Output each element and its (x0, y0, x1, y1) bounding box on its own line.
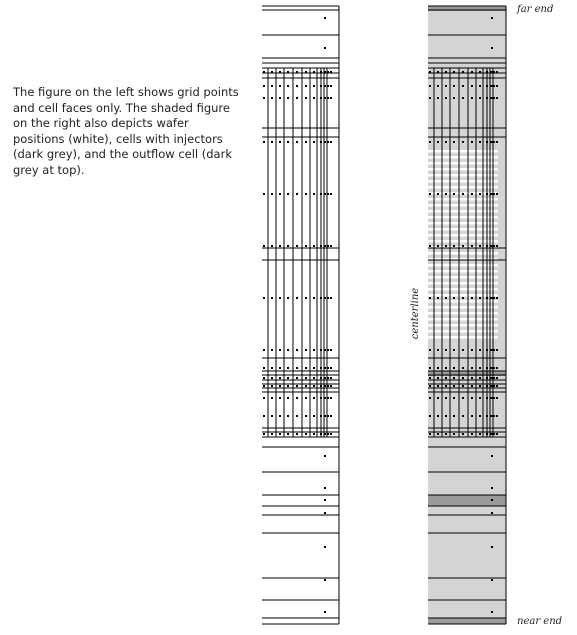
right-grid-point (491, 141, 493, 143)
right-grid-point (493, 85, 495, 87)
right-grid-point (453, 377, 455, 379)
right-grid-point (493, 367, 495, 369)
right-grid-point (479, 367, 481, 369)
right-grid-point (491, 71, 493, 73)
right-grid-point (453, 245, 455, 247)
right-grid-point (462, 415, 464, 417)
right-grid-point (429, 433, 431, 435)
right-grid-point (491, 245, 493, 247)
right-grid-point (429, 377, 431, 379)
right-grid-point (479, 377, 481, 379)
right-grid-point (437, 97, 439, 99)
right-grid-point (445, 97, 447, 99)
right-grid-point (493, 71, 495, 73)
right-grid-point (437, 85, 439, 87)
right-grid-point (479, 141, 481, 143)
right-grid-point (493, 97, 495, 99)
right-grid-point (496, 385, 498, 387)
right-grid-point (453, 97, 455, 99)
right-grid-point (496, 397, 498, 399)
right-grid-point (496, 433, 498, 435)
right-grid-point (437, 193, 439, 195)
right-grid-point (437, 385, 439, 387)
right-grid-point (496, 297, 498, 299)
right-grid-point (491, 512, 493, 514)
right-grid-point (491, 349, 493, 351)
right-grid-point (471, 433, 473, 435)
right-grid-point (491, 455, 493, 457)
right-group (428, 6, 506, 624)
right-grid-point (453, 385, 455, 387)
right-grid-point (462, 141, 464, 143)
right-grid-point (479, 385, 481, 387)
right-grid-point (445, 245, 447, 247)
right-grid-point (429, 97, 431, 99)
right-grid-point (486, 385, 488, 387)
right-grid-point (491, 415, 493, 417)
right-grid-point (486, 193, 488, 195)
right-grid-point (491, 546, 493, 548)
right-grid-point (429, 141, 431, 143)
right-grid-point (493, 415, 495, 417)
right-grid-point (496, 97, 498, 99)
right-grid-point (496, 415, 498, 417)
right-grid-point (429, 349, 431, 351)
right-grid-point (496, 367, 498, 369)
right-grid-point (496, 141, 498, 143)
right-grid-point (471, 349, 473, 351)
right-grid-point (429, 397, 431, 399)
right-grid-point (471, 97, 473, 99)
right-grid-point (486, 71, 488, 73)
right-grid-point (493, 297, 495, 299)
right-grid-point (486, 297, 488, 299)
right-grid-point (437, 377, 439, 379)
right-grid-point (437, 297, 439, 299)
right-grid-point (462, 297, 464, 299)
right-grid-point (453, 71, 455, 73)
right-grid-point (462, 349, 464, 351)
right-grid-point (491, 611, 493, 613)
right-grid-point (496, 193, 498, 195)
right-grid-point (471, 385, 473, 387)
right-grid-point (496, 377, 498, 379)
right-grid-point (445, 71, 447, 73)
right-grid-point (445, 193, 447, 195)
right-grid-point (471, 141, 473, 143)
right-grid-point (445, 297, 447, 299)
right-grid-point (493, 141, 495, 143)
right-grid-point (462, 193, 464, 195)
right-grid-point (462, 85, 464, 87)
right-injector-cell (428, 495, 506, 506)
right-grid-point (491, 97, 493, 99)
right-grid-point (496, 245, 498, 247)
right-grid-point (491, 193, 493, 195)
right-grid-point (462, 377, 464, 379)
right-grid-point (437, 71, 439, 73)
right-grid-point (453, 415, 455, 417)
right-grid-point (486, 397, 488, 399)
right-grid-point (491, 433, 493, 435)
right-grid-point (471, 297, 473, 299)
right-grid-point (429, 193, 431, 195)
right-grid-point (493, 193, 495, 195)
right-grid-point (437, 349, 439, 351)
right-grid-point (486, 97, 488, 99)
right-grid-point (491, 85, 493, 87)
right-grid-point (437, 397, 439, 399)
right-grid-point (479, 245, 481, 247)
right-grid-point (445, 349, 447, 351)
right-grid-point (491, 377, 493, 379)
right-grid-point (453, 297, 455, 299)
right-grid-point (429, 367, 431, 369)
right-grid-point (445, 367, 447, 369)
centerline-label: centerline (410, 287, 422, 340)
right-grid-point (471, 245, 473, 247)
right-grid-point (437, 141, 439, 143)
right-grid-point (496, 85, 498, 87)
right-grid-point (437, 367, 439, 369)
far-end-label: far end (517, 4, 554, 15)
right-grid-point (471, 71, 473, 73)
right-grid-point (445, 377, 447, 379)
right-grid-point (462, 245, 464, 247)
right-grid-point (493, 397, 495, 399)
right-grid-point (491, 487, 493, 489)
right-grid-point (493, 433, 495, 435)
right-grid-point (486, 85, 488, 87)
right-grid-point (491, 385, 493, 387)
right-grid-point (429, 415, 431, 417)
right-grid-point (437, 245, 439, 247)
right-grid-point (491, 367, 493, 369)
right-grid-point (479, 297, 481, 299)
right-grid-point (445, 85, 447, 87)
right-near-end-cell (428, 618, 506, 624)
right-grid-point (471, 397, 473, 399)
right-grid-point (429, 85, 431, 87)
right-grid-point (445, 397, 447, 399)
right-grid-point (486, 377, 488, 379)
right-grid-point (453, 433, 455, 435)
right-grid-point (429, 245, 431, 247)
right-grid-point (493, 385, 495, 387)
right-grid-point (471, 193, 473, 195)
right-grid-point (491, 397, 493, 399)
right-grid-point (429, 297, 431, 299)
right-grid-point (453, 349, 455, 351)
right-grid-point (453, 141, 455, 143)
right-grid-point (462, 367, 464, 369)
right-grid-point (462, 385, 464, 387)
right-grid-point (493, 245, 495, 247)
right-grid-point (486, 433, 488, 435)
right-grid-point (491, 297, 493, 299)
right-grid-point (493, 349, 495, 351)
right-grid-point (453, 85, 455, 87)
right-grid-point (462, 397, 464, 399)
right-grid-point (453, 193, 455, 195)
right-grid-point (486, 141, 488, 143)
right-grid-point (445, 141, 447, 143)
near-end-label: near end (517, 616, 563, 627)
right-grid-point (479, 193, 481, 195)
right-grid-point (462, 71, 464, 73)
right-grid-point (479, 71, 481, 73)
right-grid-point (429, 385, 431, 387)
right-grid-point (491, 499, 493, 501)
right-grid-point (486, 245, 488, 247)
right-grid-point (486, 349, 488, 351)
right-grid-point (462, 433, 464, 435)
right-grid-point (491, 579, 493, 581)
right-grid-point (493, 377, 495, 379)
right-grid-point (471, 415, 473, 417)
right-grid-point (471, 377, 473, 379)
right-grid-point (453, 367, 455, 369)
right-grid-point (471, 367, 473, 369)
right-grid-point (445, 433, 447, 435)
right-grid-point (479, 433, 481, 435)
right-grid-point (462, 97, 464, 99)
right-grid-point (496, 349, 498, 351)
right-grid-point (471, 85, 473, 87)
right-grid-point (479, 97, 481, 99)
right-grid-point (496, 71, 498, 73)
right-grid-point (479, 415, 481, 417)
right-grid-point (437, 415, 439, 417)
right-grid-point (429, 71, 431, 73)
right-grid-point (445, 385, 447, 387)
right-grid-point (479, 349, 481, 351)
right-grid-point (445, 415, 447, 417)
right-grid-point (491, 17, 493, 19)
right-grid-point (479, 397, 481, 399)
right-grid-point (491, 47, 493, 49)
right-grid-point (486, 415, 488, 417)
right-grid-point (486, 367, 488, 369)
figure-caption: The figure on the left shows grid points and cell faces only. The shaded figure on the right also depicts wafer positions (white), cells with injectors (dark grey), and the outflow cell (dark grey at top). (13, 85, 239, 177)
right-grid-point (437, 433, 439, 435)
right-grid-point (479, 85, 481, 87)
right-grid-point (453, 397, 455, 399)
